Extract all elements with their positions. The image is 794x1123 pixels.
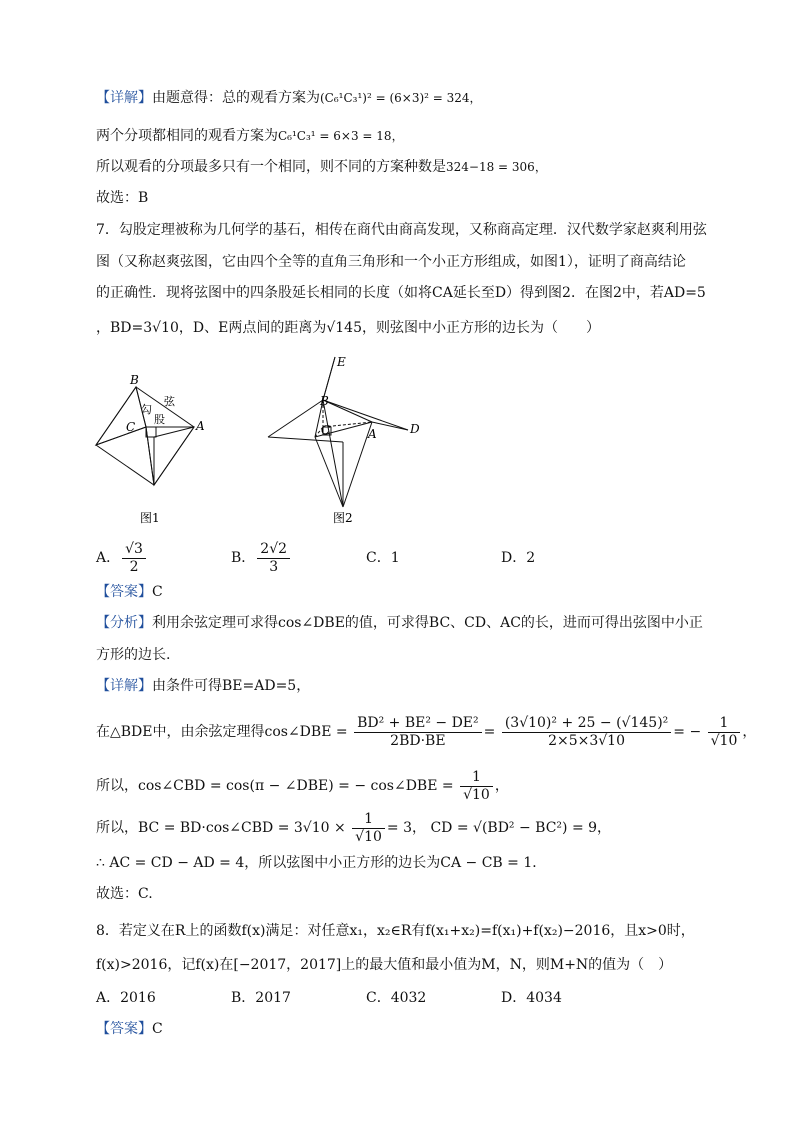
fig2-label-B: B [320,394,329,408]
q7-stem-line1: 7．勾股定理被称为几何学的基石，相传在商代由商高发现，又称商高定理．汉代数学家赵爽利用弦 [96,222,707,238]
q8-option-A[interactable]: A．2016 [96,990,156,1006]
q8-stem-line1: 8．若定义在R上的函数f(x)满足：对任意x₁，x₂∈R有f(x₁+x₂)=f(x₁)+f(x₂)−2016，且x>0时， [96,923,695,939]
q7-answer: 【答案】C [96,584,163,600]
q7-stem-line2: 图（又称赵爽弦图，它由四个全等的直角三角形和一个小正方形组成，如图1），证明了商高结论 [96,254,686,270]
q6-detail-line1: 【详解】由题意得：总的观看方案为(C₆¹C₃¹)² = (6×3)² = 324， [96,90,482,106]
option-C[interactable]: C．1 [366,550,400,566]
fig1-triangles [96,387,194,485]
fig2-label-E: E [337,355,346,369]
fig1-label-xian: 弦 [164,395,175,408]
option-B[interactable]: B． $\frac{2√2}{3}$ [231,540,366,576]
fig2-arm-left [268,400,323,437]
option-D[interactable]: D．2 [501,550,536,566]
fig1-outer-square [96,387,194,485]
q7-stem-line4: ，BD=3√10，D、E两点间的距离为√145，则弦图中小正方形的边长为（ ） [96,320,600,336]
fig2-dashed [323,422,372,427]
q7-detail-line4: 所以，BC = BD·cos∠CBD = 3√10 × $\frac{1}{√10}$ = 3， CD = √(BD² − BC²) = 9， [96,810,612,845]
fig1-label-gou: 勾 [141,403,152,416]
fig1-label-A: A [196,419,205,433]
fig1-caption: 图1 [140,511,160,525]
q8-options [96,988,562,1008]
q7-detail-line6: 故选：C. [96,886,153,902]
q6-detail-line2: 两个分项都相同的观看方案为C₆¹C₃¹ = 6×3 = 18， [96,128,404,144]
q6-detail-line3: 所以观看的分项最多只有一个相同，则不同的方案种数是324−18 = 306， [96,159,547,175]
q7-analysis-line1: 【分析】利用余弦定理可求得cos∠DBE的值，可求得BC、CD、AC的长，进而可得出弦图中小正 [96,615,703,631]
fig2-caption: 图2 [333,511,353,525]
q8-option-C[interactable]: C．4032 [366,990,427,1006]
fig1-label-C: C [126,420,136,434]
figure-1 [88,365,218,530]
q7-stem-line3: 的正确性．现将弦图中的四条股延长相同的长度（如将CA延长至D）得到图2．在图2中，若AD=5 [96,285,706,301]
option-A[interactable]: A． $\frac{√3}{2}$ [96,540,231,576]
fig2-label-A: A [368,427,377,441]
q7-detail-line3: 所以，cos∠CBD = cos(π − ∠DBE) = − cos∠DBE = $\frac{1}{√10}$ ， [96,768,509,803]
fig1-label-B: B [130,373,139,387]
fig1-leg [146,427,154,485]
figure-2 [260,352,430,532]
q8-option-D[interactable]: D．4034 [501,990,562,1006]
q7-detail-line5: ∴ AC = CD − AD = 4，所以弦图中小正方形的边长为CA − CB = 1． [96,855,547,871]
q7-detail-line1: 【详解】由条件可得BE=AD=5， [96,678,311,694]
q8-option-B[interactable]: B．2017 [231,990,291,1006]
q8-answer: 【答案】C [96,1021,163,1037]
fig1-leg [96,427,146,445]
fig2-arm-BA [323,400,372,422]
detail-tag: 【详解】 [96,90,152,106]
q8-stem-line2: f(x)>2016，记f(x)在[−2017，2017]上的最大值和最小值为M，N，则M+N的值为（ ） [96,957,673,973]
fig2-label-D: D [410,422,420,436]
q7-analysis-line2: 方形的边长. [96,647,171,663]
q6-answer-choice: 故选：B [96,190,149,206]
q7-detail-line2: 在△BDE中，由余弦定理得cos∠DBE = $\frac{\text{BD² + BE² − DE²}}{2BD\cdot BE}$ = $\frac{\text{(3√10)² + 25 − (√145)²}}{2\times 5\times 3√10}$ = − $\frac{1}{√10}$ ， [96,714,757,749]
fig2-label-C: C [321,423,331,437]
fig1-label-gu: 股 [154,413,165,426]
q7-options [96,540,535,576]
